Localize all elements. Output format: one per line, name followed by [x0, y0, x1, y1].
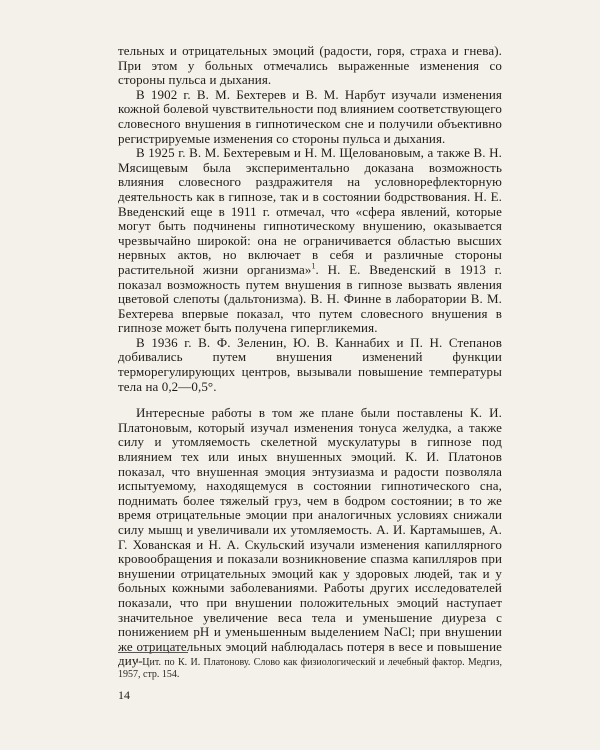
footnote-marker: 1 [311, 261, 316, 271]
footnote: ¹ Цит. по К. И. Платонову. Слово как физиологический и лечебный фактор. Медгиз, 1957, стр. 154. [118, 657, 502, 680]
paragraph-3-text: В 1925 г. В. М. Бехтеревым и Н. М. Щеловановым, а также В. Н. Мясищевым была экспериментально доказана возможность влияния словесного раздражителя на условнорефлекторную деятельность как в гипнозе, так и в состоянии бодрствования. Н. Е. Введенский еще в 1911 г. отмечал, что «сфера явлений, которые могут быть подчинены гипнотическому внушению, оказывается чрезвычайно широкой: она не ограничивается областью высших нервных актов, но включает в себя и различные стороны растительной жизни организма» [118, 145, 502, 277]
paragraph-4: В 1936 г. В. Ф. Зеленин, Ю. В. Каннабих и П. Н. Степанов добивались путем внушения изменений функции терморегулирующих центров, вызывали повышение температуры тела на 0,2—0,5°. [118, 334, 502, 394]
page-number: 14 [118, 688, 130, 702]
paragraph-2: В 1902 г. В. М. Бехтерев и В. М. Нарбут изучали изменения кожной болевой чувствительности под влиянием соответствующего словесного внушения в гипнотическом сне и получили объективно регистрируемые изменения со стороны пульса и дыхания. [118, 86, 502, 146]
body-text [118, 44, 502, 669]
paragraph-1: тельных и отрицательных эмоций (радости, горя, страха и гнева). При этом у больных отмечались выраженные изменения со стороны пульса и дыхания. [118, 43, 502, 88]
paragraph-3-continuation: . Н. Е. Введенский в 1913 г. показал возможность путем внушения в гипнозе вызвать явления цветовой слепоты (дальтонизма). В. Н. Финне в лаборатории В. М. Бехтерева впервые показал, что путем словесного внушения в гипнозе может быть получена гипергликемия. [118, 261, 502, 336]
paragraph-5: Интересные работы в том же плане были поставлены К. И. Платоновым, который изучал изменения тонуса желудка, а также силу и утомляемость скелетной мускулатуры в гипнозе под влиянием тех или иных внушенных эмоций. К. И. Платонов показал, что внушенная эмоция энтузиазма и радости позволяла испытуемому, находящемуся в состоянии гипнотического сна, поднимать более тяжелый груз, чем в бодром состоянии; в то же время отрицательные эмоции при аналогичных условиях снижали силу мышц и увеличивали их утомляемость. А. И. Картамышев, А. Г. Хованская и Н. А. Скульский изучали изменения капиллярного кровообращения и показали возникновение спазма капилляров при внушении отрицательных эмоций как у здоровых людей, так и у больных кожными заболеваниями. Работы других исследователей показали, что при внушении положительных эмоций наступает значительное увеличение веса тела и уменьшение диуреза с понижением pH и уменьшенным выделением NaCl; при внушении же отрицательных эмоций наблюдалась потеря в весе и повышение диу- [118, 405, 502, 669]
footnote-rule [118, 652, 188, 653]
paragraph-3 [118, 146, 502, 336]
